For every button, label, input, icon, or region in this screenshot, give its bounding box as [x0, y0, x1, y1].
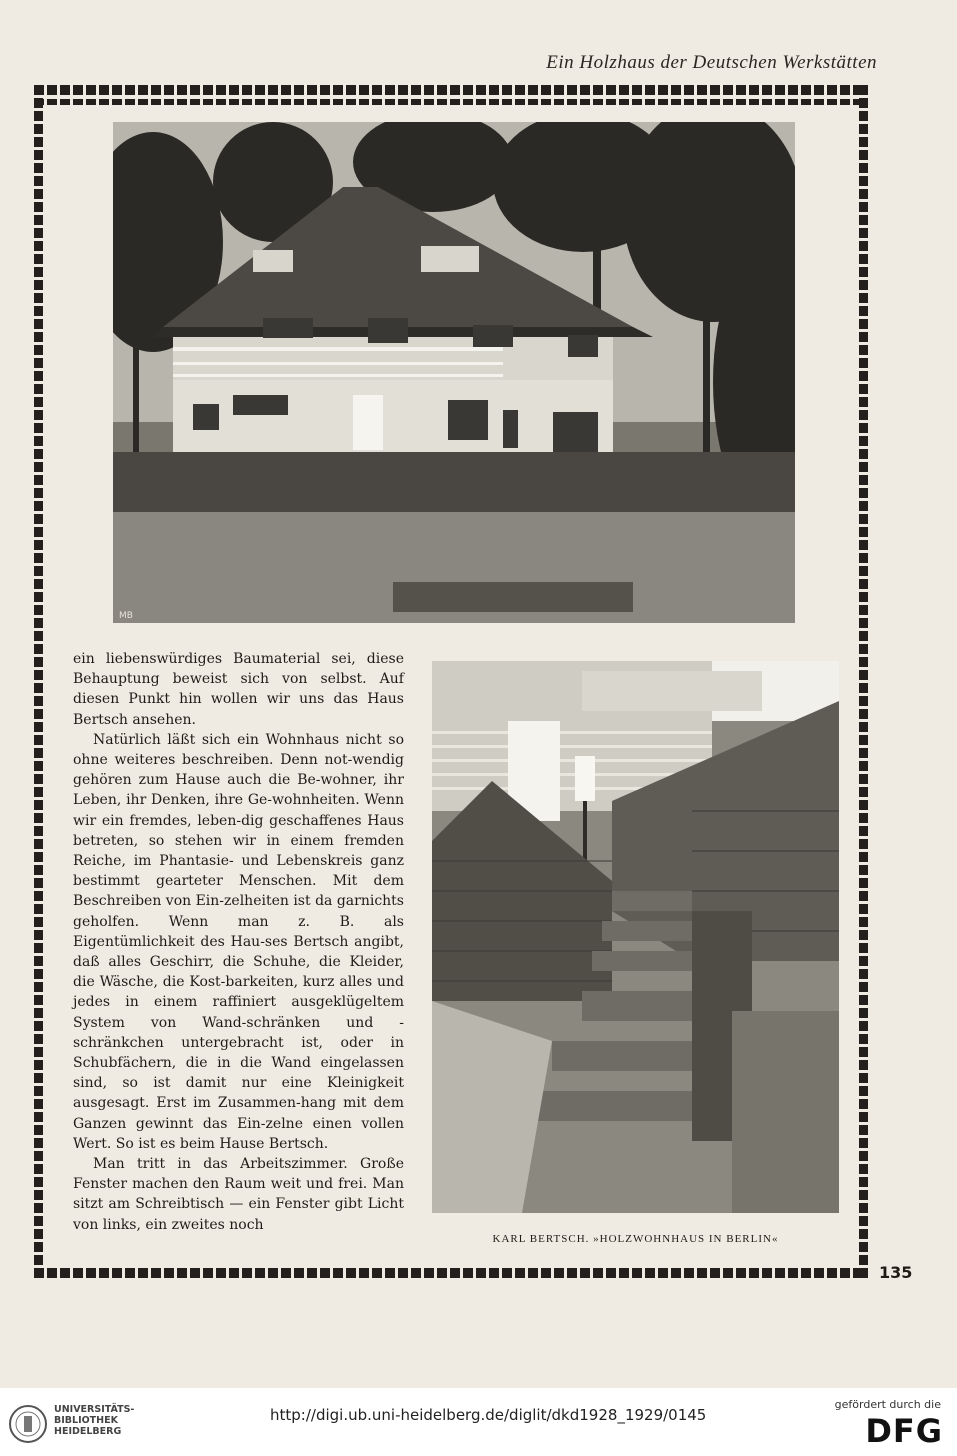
dfg-sponsor-label: gefördert durch die — [834, 1398, 941, 1411]
frame-left-border — [34, 85, 43, 1278]
photo-signature: MB — [119, 611, 133, 621]
page-number: 135 — [879, 1263, 913, 1282]
page-header: Ein Holzhaus der Deutschen Werkstätten — [546, 52, 877, 73]
source-url-link[interactable]: http://digi.ub.uni-heidelberg.de/diglit/dkd1928_1929/0145 — [270, 1406, 707, 1424]
article-body — [73, 649, 404, 1235]
frame-bottom-border — [34, 1268, 868, 1278]
university-seal-icon — [8, 1404, 48, 1444]
paragraph-1: ein liebenswürdiges Baumaterial sei, diese Behauptung beweist sich von selbst. Auf diesen Punkt hin wollen wir uns das Haus Bertsch ansehen. — [73, 651, 404, 728]
frame-right-border — [859, 85, 868, 1278]
photo-caption: KARL BERTSCH. »HOLZWOHNHAUS IN BERLIN« — [492, 1233, 779, 1245]
university-library-name: UNIVERSITÄTS- BIBLIOTHEK HEIDELBERG — [54, 1404, 135, 1437]
frame-top-border-inner — [34, 99, 868, 105]
house-photo — [113, 122, 795, 623]
paragraph-3: Man tritt in das Arbeitszimmer. Große Fenster machen den Raum weit und frei. Man sitzt am Schreibtisch — ein Fenster gibt Licht von links, ein zweites noch — [73, 1156, 404, 1233]
paragraph-2: Natürlich läßt sich ein Wohnhaus nicht so ohne weiteres beschreiben. Denn not-wendig gehören zum Hause auch die Be-wohner, ihr Leben, ihr Denken, ihre Ge-wohnheiten. Wenn wir ein fremdes, leben-dig geschaffenes Haus betreten, so stehen wir in einem fremden Reiche, im Phantasie- und Lebenskreis ganz bestimmt gearteter Menschen. Mit dem Beschreiben von Ein-zelheiten ist da garnichts geholfen. Wenn man z. B. als Eigentümlichkeit des Hau-ses Bertsch angibt, daß alles Geschirr, die Schuhe, die Kleider, die Wäsche, die Kost-barkeiten, kurz alles und jedes in einem raffiniert ausgeklügeltem System von Wand-schränken und -schränkchen untergebracht ist, oder in Schubfächern, die in die Wand eingelassen sind, so ist damit nur eine Kleinigkeit ausgesagt. Erst im Zusammen-hang mit dem Ganzen gewinnt das Ein-zelne einen vollen Wert. So ist es beim Hause Bertsch. — [73, 731, 404, 1152]
frame-top-border — [34, 85, 868, 95]
dfg-logo: DFG — [865, 1412, 943, 1450]
staircase-photo — [432, 661, 839, 1213]
footer-bar — [0, 1388, 957, 1456]
